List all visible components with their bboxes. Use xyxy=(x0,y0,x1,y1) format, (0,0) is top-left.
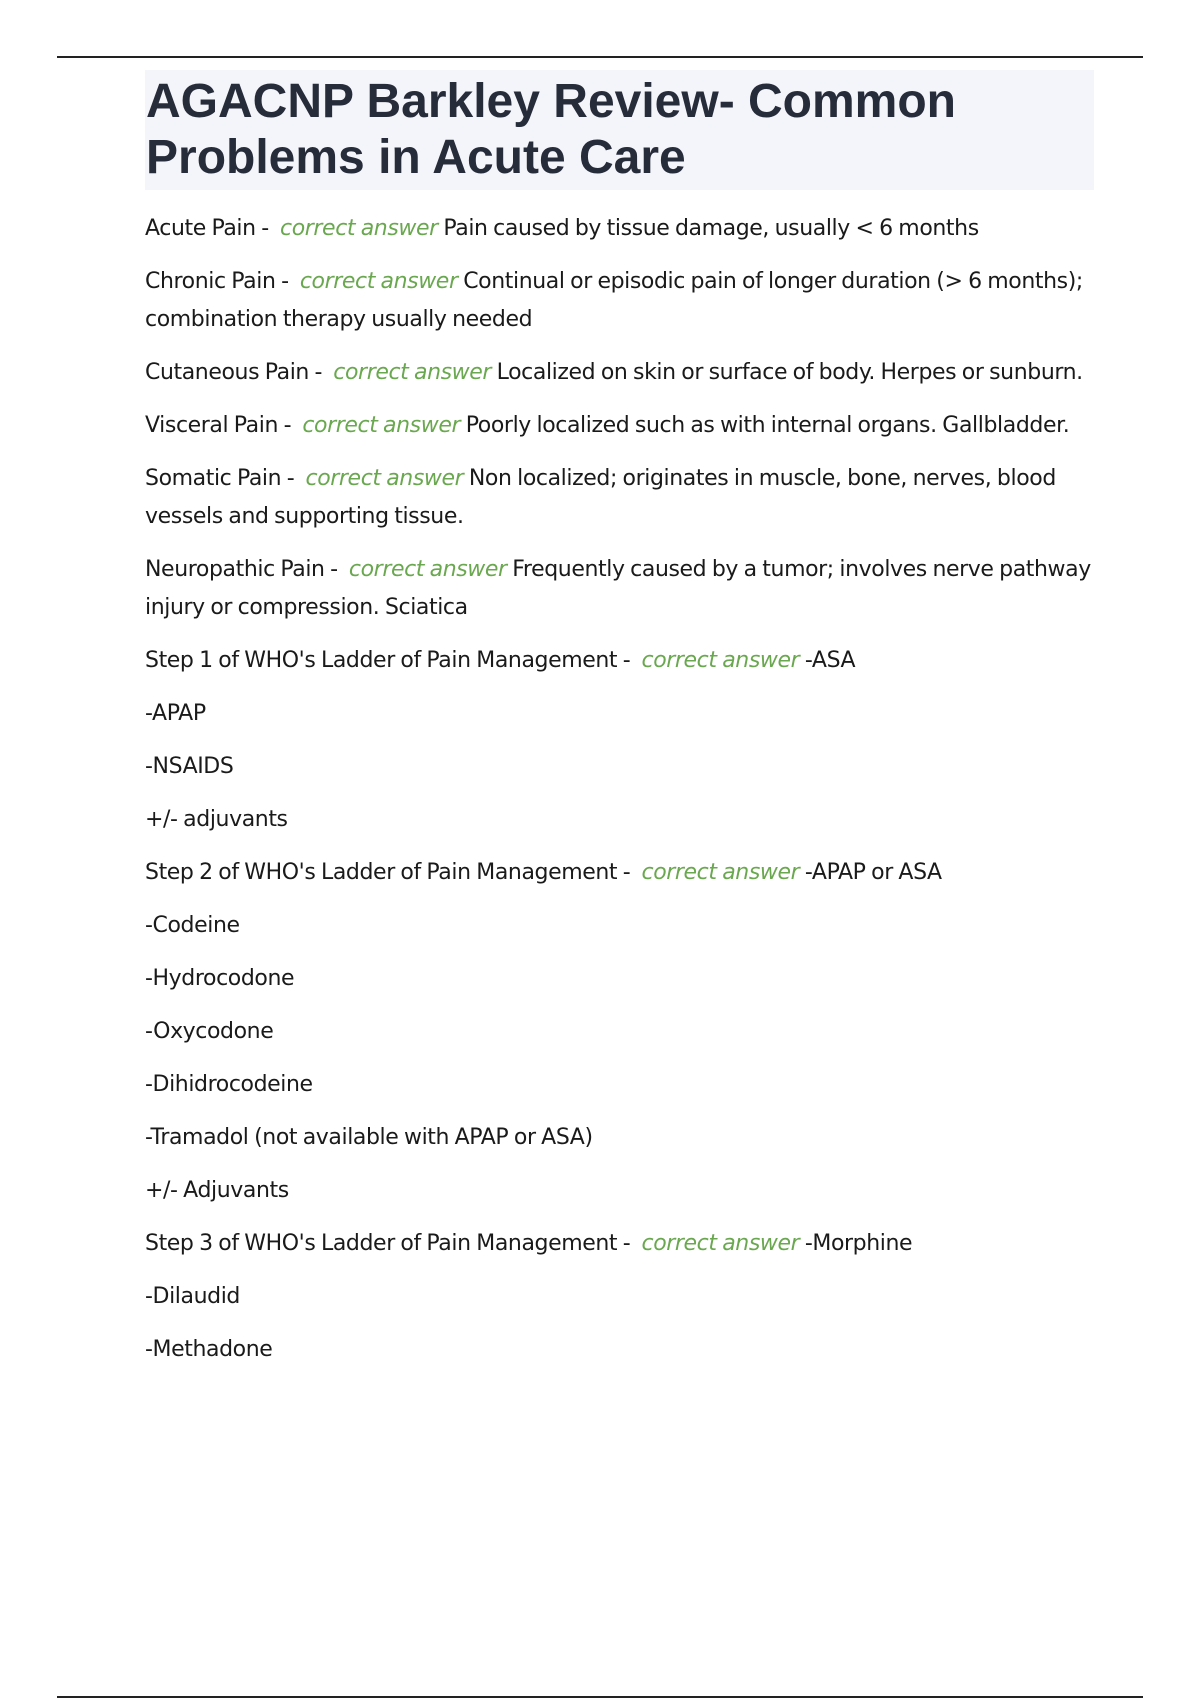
correct-answer-label: correct answer xyxy=(280,216,438,241)
bottom-rule xyxy=(57,1696,1143,1698)
entry-term: Somatic Pain xyxy=(145,466,282,491)
continuation-line: -Dihidrocodeine xyxy=(145,1072,313,1097)
continuation-line: +/- Adjuvants xyxy=(145,1178,289,1203)
entry-term: Step 3 of WHO's Ladder of Pain Management xyxy=(145,1231,618,1256)
entry-answer: Frequently caused by a tumor; involves nerve pathway injury or compression. Sciatica xyxy=(145,557,1091,620)
continuation-line: -Dilaudid xyxy=(145,1284,240,1309)
entry-somatic-pain: Somatic Pain - correct answer Non localized; originates in muscle, bone, nerves, blood vessels and supporting tissue. xyxy=(145,466,1056,529)
correct-answer-label: correct answer xyxy=(305,466,464,491)
continuation-line: -APAP xyxy=(145,701,206,726)
top-rule xyxy=(57,56,1143,58)
correct-answer-label: correct answer xyxy=(302,413,461,438)
correct-answer-label: correct answer xyxy=(641,1231,800,1256)
entry-answer: Non localized; originates in muscle, bone, nerves, blood vessels and supporting tissue. xyxy=(145,466,1056,529)
entry-term: Acute Pain xyxy=(145,216,256,241)
entry-answer: -Morphine xyxy=(804,1231,913,1256)
continuation-line: -Tramadol (not available with APAP or ASA) xyxy=(145,1125,593,1150)
entry-answer: -ASA xyxy=(804,648,856,673)
entry-answer: -APAP or ASA xyxy=(804,860,942,885)
entry-acute-pain: Acute Pain - correct answer Pain caused by tissue damage, usually < 6 months xyxy=(145,216,979,241)
entry-term: Chronic Pain xyxy=(145,269,276,294)
entry-neuropathic-pain: Neuropathic Pain - correct answer Frequently caused by a tumor; involves nerve pathway injury or compression. Sciatica xyxy=(145,557,1091,620)
entry-who-step-2: Step 2 of WHO's Ladder of Pain Management - correct answer -APAP or ASA xyxy=(145,860,942,885)
continuation-line: -NSAIDS xyxy=(145,754,234,779)
entry-answer: Poorly localized such as with internal organs. Gallbladder. xyxy=(465,413,1070,438)
document-body xyxy=(145,70,1095,1384)
correct-answer-label: correct answer xyxy=(641,648,800,673)
correct-answer-label: correct answer xyxy=(333,360,492,385)
entry-chronic-pain: Chronic Pain - correct answer Continual or episodic pain of longer duration (> 6 months); combination therapy usually needed xyxy=(145,269,1083,332)
entry-who-step-1: Step 1 of WHO's Ladder of Pain Management - correct answer -ASA xyxy=(145,648,856,673)
continuation-line: +/- adjuvants xyxy=(145,807,288,832)
entry-term: Visceral Pain xyxy=(145,413,279,438)
continuation-line: -Codeine xyxy=(145,913,240,938)
continuation-line: -Methadone xyxy=(145,1337,273,1362)
entry-answer: Continual or episodic pain of longer duration (> 6 months); combination therapy usually needed xyxy=(145,269,1083,332)
correct-answer-label: correct answer xyxy=(348,557,507,582)
correct-answer-label: correct answer xyxy=(299,269,458,294)
correct-answer-label: correct answer xyxy=(641,860,800,885)
continuation-line: -Hydrocodone xyxy=(145,966,295,991)
document-title: AGACNP Barkley Review- Common Problems in Acute Care xyxy=(146,75,956,184)
entry-cutaneous-pain: Cutaneous Pain - correct answer Localized on skin or surface of body. Herpes or sunburn. xyxy=(145,360,1083,385)
entry-answer: Pain caused by tissue damage, usually < 6 months xyxy=(443,216,979,241)
entry-term: Neuropathic Pain xyxy=(145,557,325,582)
entry-who-step-3: Step 3 of WHO's Ladder of Pain Management - correct answer -Morphine xyxy=(145,1231,913,1256)
title-banner xyxy=(145,70,1094,190)
entry-answer: Localized on skin or surface of body. Herpes or sunburn. xyxy=(496,360,1083,385)
entry-term: Step 2 of WHO's Ladder of Pain Management xyxy=(145,860,618,885)
continuation-line: -Oxycodone xyxy=(145,1019,274,1044)
entry-term: Step 1 of WHO's Ladder of Pain Management xyxy=(145,648,618,673)
entry-visceral-pain: Visceral Pain - correct answer Poorly localized such as with internal organs. Gallbladder. xyxy=(145,413,1070,438)
entry-term: Cutaneous Pain xyxy=(145,360,309,385)
